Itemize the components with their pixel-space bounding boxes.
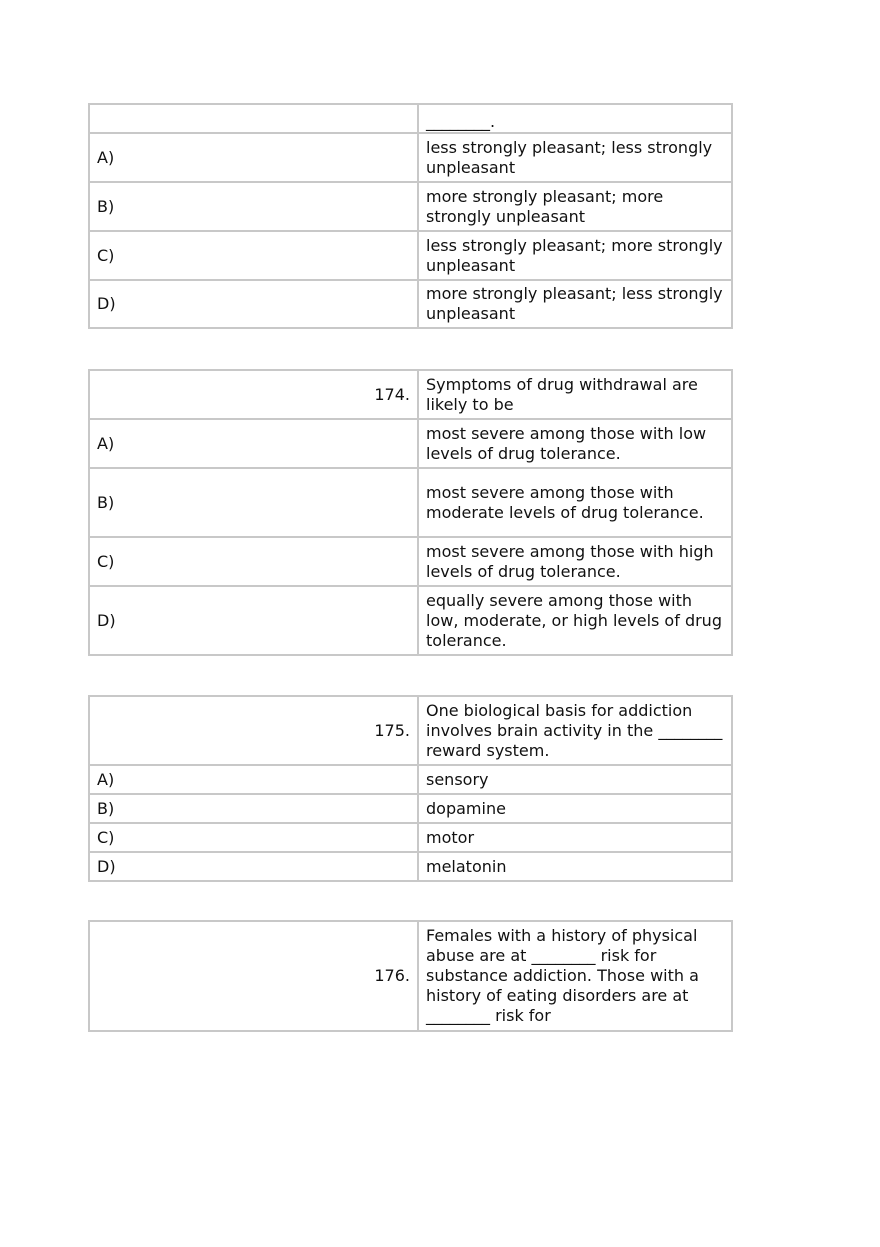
question-text: Symptoms of drug withdrawal are likely to be	[418, 370, 732, 419]
option-letter: D)	[89, 852, 418, 881]
option-row	[89, 586, 732, 655]
option-text: sensory	[418, 765, 732, 794]
question-173-table	[88, 103, 733, 329]
option-text: more strongly pleasant; less strongly unpleasant	[418, 280, 732, 328]
option-row	[89, 468, 732, 537]
option-letter: A)	[89, 419, 418, 468]
option-row	[89, 419, 732, 468]
option-letter: A)	[89, 765, 418, 794]
question-number: 175.	[89, 696, 418, 765]
option-row	[89, 182, 732, 231]
question-176-table	[88, 920, 733, 1032]
option-row	[89, 280, 732, 328]
option-text: melatonin	[418, 852, 732, 881]
question-text: ________.	[418, 104, 732, 133]
question-number: 176.	[89, 921, 418, 1031]
question-number: 174.	[89, 370, 418, 419]
option-text: less strongly pleasant; more strongly unpleasant	[418, 231, 732, 280]
option-row	[89, 765, 732, 794]
question-row	[89, 370, 732, 419]
option-text: more strongly pleasant; more strongly unpleasant	[418, 182, 732, 231]
option-letter: D)	[89, 586, 418, 655]
option-row	[89, 794, 732, 823]
option-letter: C)	[89, 823, 418, 852]
option-row	[89, 852, 732, 881]
option-letter: A)	[89, 133, 418, 182]
option-letter: C)	[89, 537, 418, 586]
question-text: One biological basis for addiction involves brain activity in the ________ reward system.	[418, 696, 732, 765]
option-text: motor	[418, 823, 732, 852]
option-text: equally severe among those with low, moderate, or high levels of drug tolerance.	[418, 586, 732, 655]
option-text: most severe among those with moderate levels of drug tolerance.	[418, 468, 732, 537]
option-row	[89, 133, 732, 182]
question-175-table	[88, 695, 733, 882]
question-174-table	[88, 369, 733, 656]
option-letter: B)	[89, 794, 418, 823]
option-letter: D)	[89, 280, 418, 328]
option-row	[89, 231, 732, 280]
question-text: Females with a history of physical abuse are at ________ risk for substance addiction. Those with a history of eating disorders are at ________ risk for	[418, 921, 732, 1031]
question-row	[89, 104, 732, 133]
question-row	[89, 696, 732, 765]
question-row	[89, 921, 732, 1031]
option-row	[89, 537, 732, 586]
option-text: less strongly pleasant; less strongly unpleasant	[418, 133, 732, 182]
option-text: most severe among those with low levels of drug tolerance.	[418, 419, 732, 468]
option-letter: B)	[89, 468, 418, 537]
option-letter: B)	[89, 182, 418, 231]
option-text: dopamine	[418, 794, 732, 823]
option-row	[89, 823, 732, 852]
option-letter: C)	[89, 231, 418, 280]
option-text: most severe among those with high levels of drug tolerance.	[418, 537, 732, 586]
question-number	[89, 104, 418, 133]
